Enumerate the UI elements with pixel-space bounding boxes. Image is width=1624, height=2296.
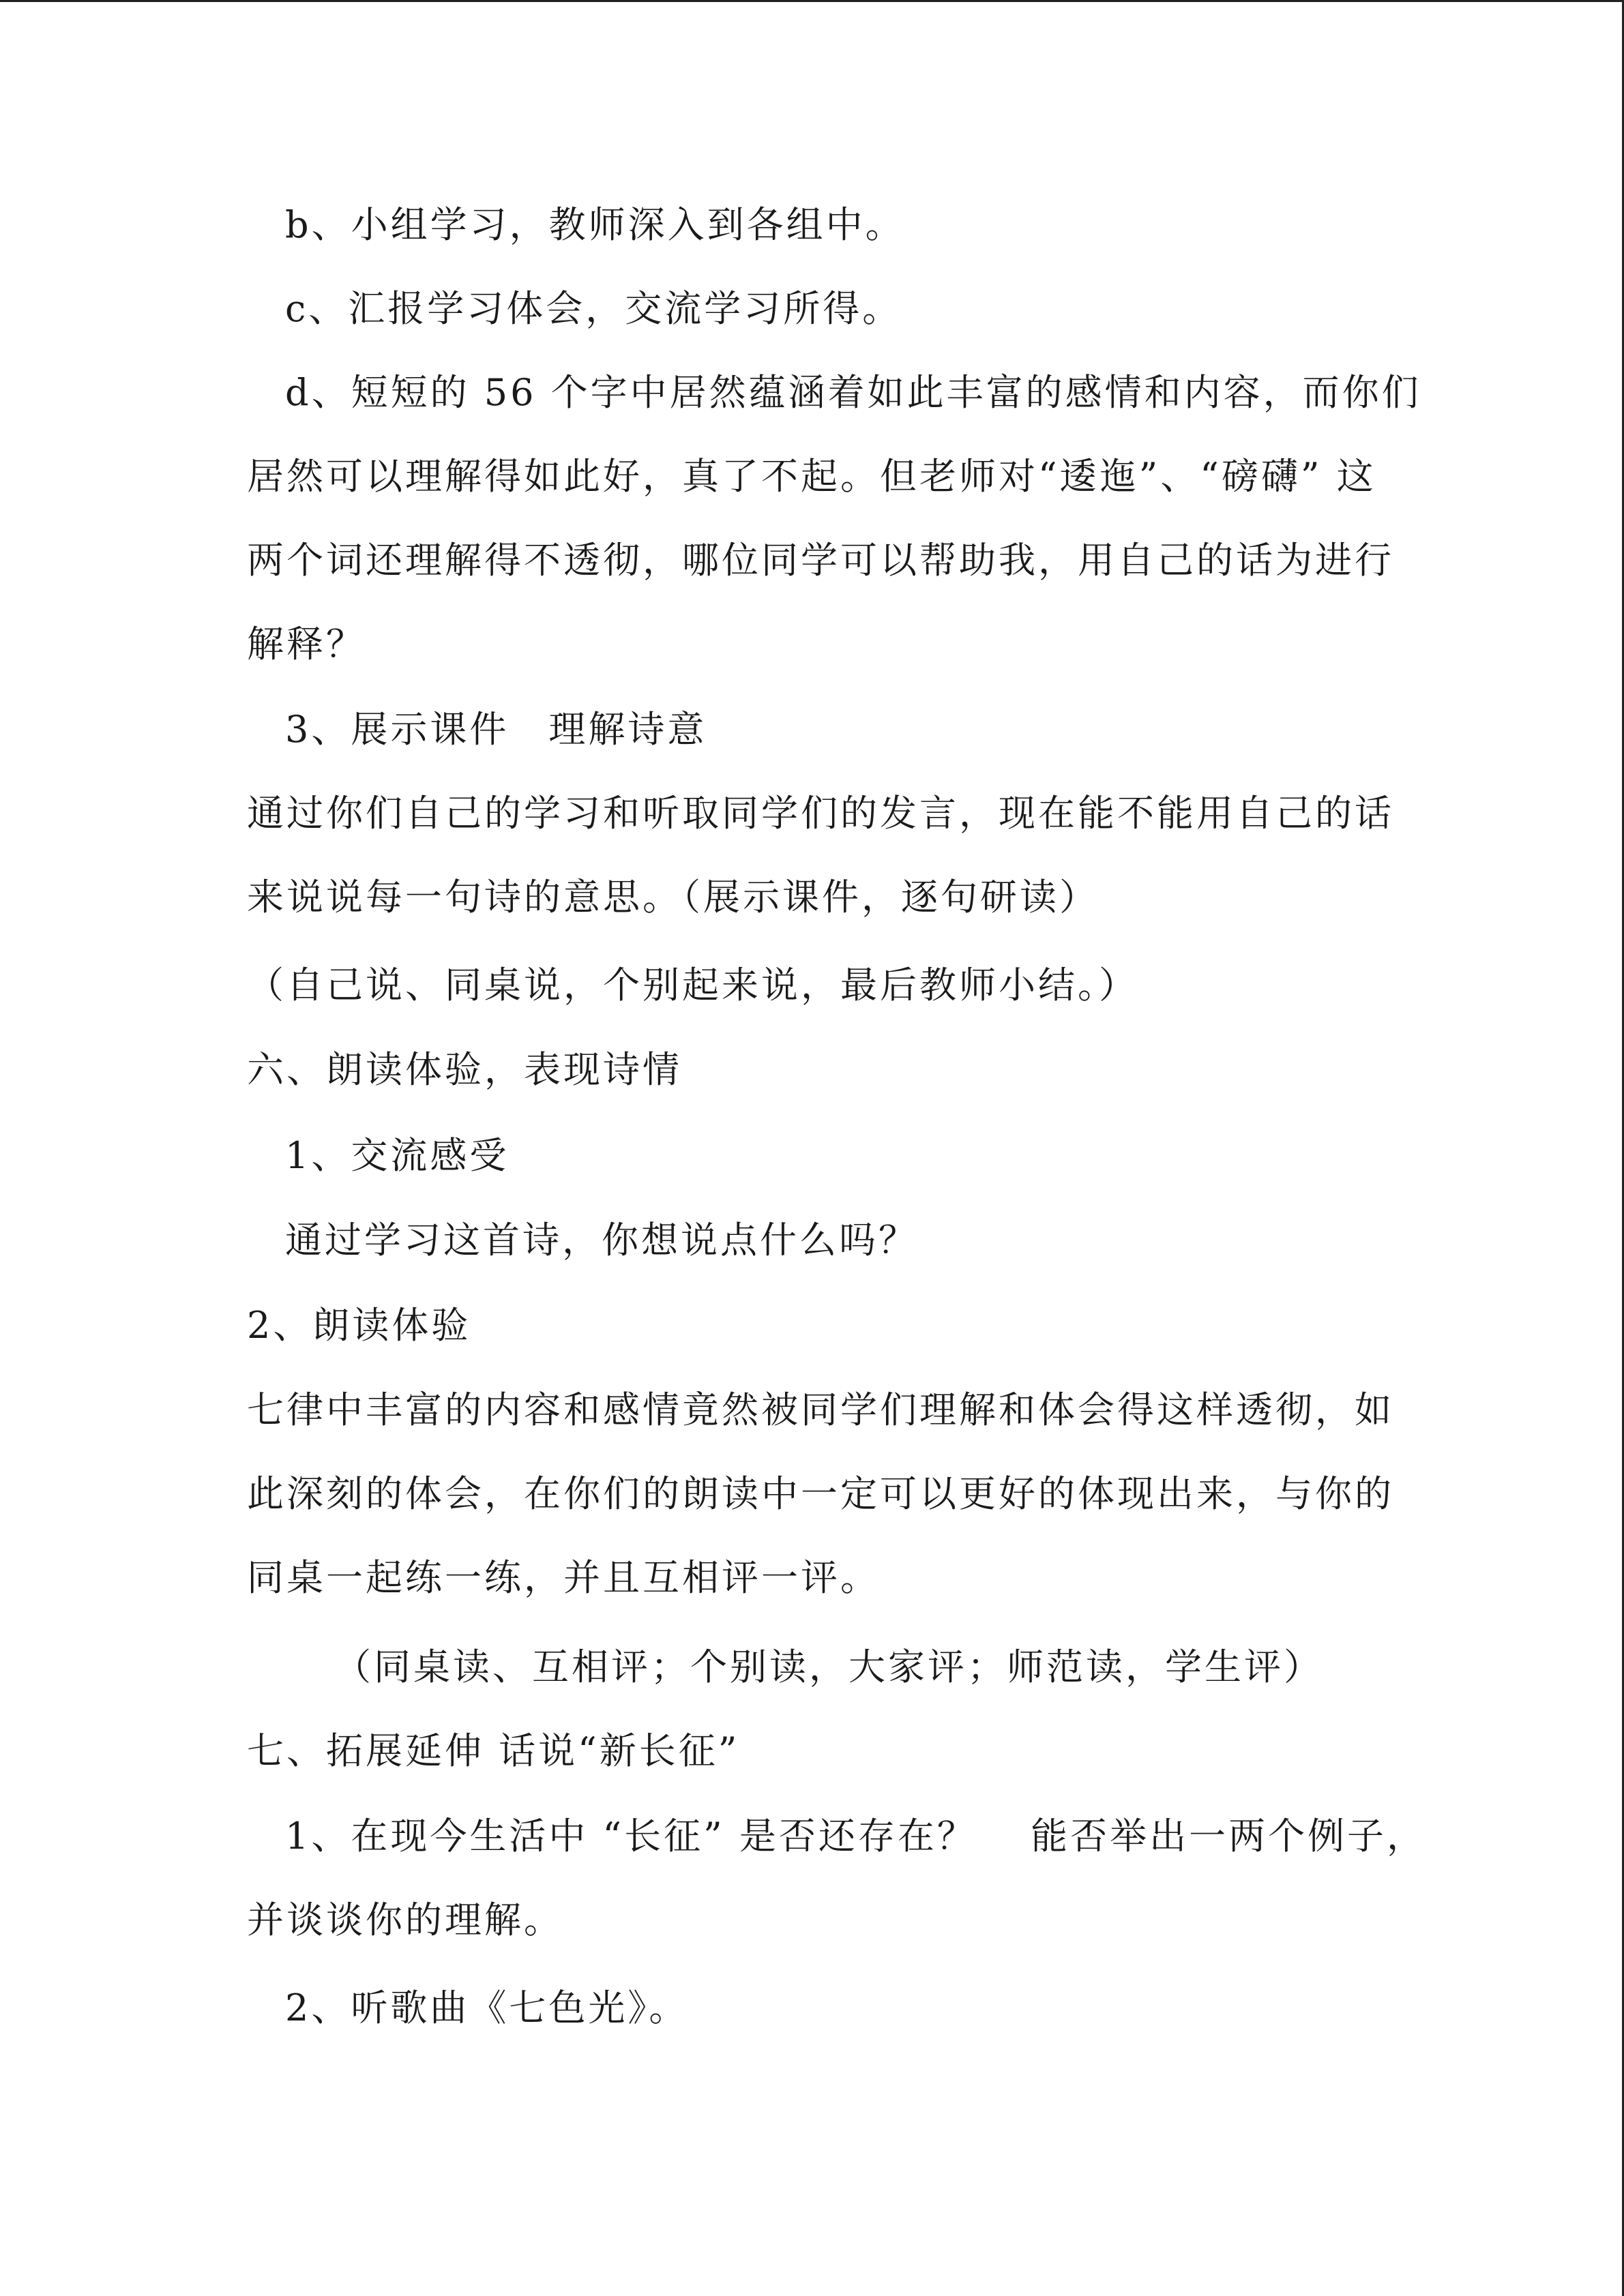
text-line: 此深刻的体会，在你们的朗读中一定可以更好的体现出来，与你的 <box>247 1472 1394 1515</box>
text-line: 来说说每一句诗的意思。（展示课件，逐句研读） <box>247 876 1099 919</box>
text-line: 通过学习这首诗，你想说点什么吗？ <box>285 1219 918 1262</box>
section-heading: 3、展示课件 理解诗意 <box>285 708 707 751</box>
text-line: b、小组学习，教师深入到各组中。 <box>285 203 905 246</box>
section-heading: 2、朗读体验 <box>247 1304 471 1347</box>
text-line: d、短短的 56 个字中居然蕴涵着如此丰富的感情和内容，而你们 <box>285 371 1421 414</box>
section-heading: 七、拓展延伸 话说“新长征” <box>247 1729 740 1772</box>
text-line: （同桌读、互相评；个别读，大家评；师范读，学生评） <box>334 1645 1323 1688</box>
text-line: 居然可以理解得如此好，真了不起。但老师对“逶迤”、“磅礴” 这 <box>247 455 1376 498</box>
text-line: 解释？ <box>247 623 366 666</box>
section-heading: 六、朗读体验，表现诗情 <box>247 1048 682 1091</box>
text-line: 七律中丰富的内容和感情竟然被同学们理解和体会得这样透彻，如 <box>247 1388 1394 1431</box>
text-line: 通过你们自己的学习和听取同学们的发言，现在能不能用自己的话 <box>247 792 1394 835</box>
text-line: 1、在现今生活中 “长征” 是否还存在？ 能否举出一两个例子， <box>285 1815 1427 1858</box>
text-line: 两个词还理解得不透彻，哪位同学可以帮助我，用自己的话为进行 <box>247 539 1394 582</box>
section-heading: 1、交流感受 <box>285 1134 510 1177</box>
text-line: 并谈谈你的理解。 <box>247 1898 563 1941</box>
text-line: （自己说、同桌说，个别起来说，最后教师小结。） <box>247 964 1138 1007</box>
text-line: c、汇报学习体会，交流学习所得。 <box>285 287 902 330</box>
text-line: 2、听歌曲《七色光》。 <box>285 1986 689 2029</box>
text-line: 同桌一起练一练，并且互相评一评。 <box>247 1556 880 1599</box>
